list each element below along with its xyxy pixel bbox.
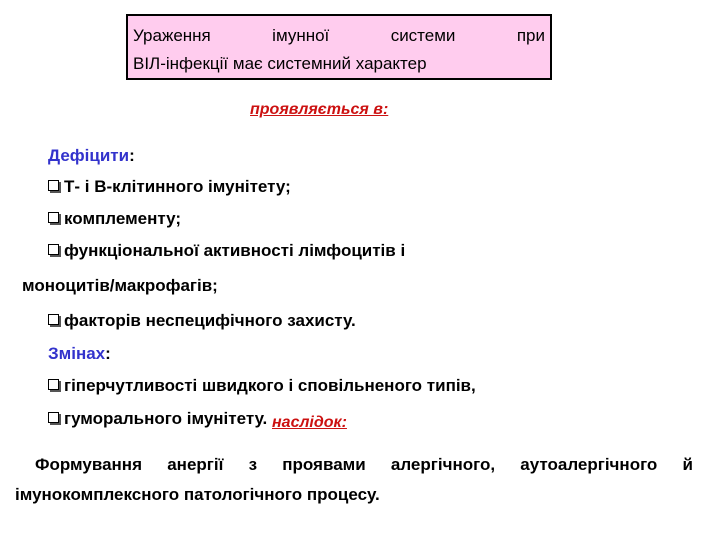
checkbox-bullet-icon [48,379,59,390]
list-item [48,311,356,331]
list-item-text: гуморального імунітету. [64,409,268,428]
changes-heading-line [48,344,111,364]
checkbox-bullet-icon [48,212,59,223]
changes-heading: Змінах [48,344,106,363]
list-item [48,409,267,429]
deficits-heading-line [48,146,135,166]
checkbox-bullet-icon [48,180,59,191]
consequence-heading: наслідок: [272,414,347,431]
checkbox-bullet-icon [48,314,59,325]
conclusion-paragraph: Формування анергії з проявами алергічного, аутоалергічного й імунокомплексного патологічного процесу. [15,455,693,504]
changes-colon: : [105,344,111,363]
list-item [48,177,291,197]
list-item [48,241,405,261]
title-word: Ураження [133,26,211,45]
list-item-text: функціональної активності лімфоцитів і [64,241,406,260]
title-word: при [516,26,545,45]
checkbox-bullet-icon [48,244,59,255]
title-line-2: ВІЛ-інфекції має системний характер [133,54,427,73]
list-item-text: гіперчутливості швидкого і сповільненого типів, [64,376,476,395]
list-item [48,209,181,229]
title-word: системи [390,26,456,45]
title-word: імунної [272,26,330,45]
deficits-heading: Дефіцити [48,146,130,165]
list-item-text: комплементу; [64,209,182,228]
list-item-text: Т- і В-клітинного імунітету; [64,177,291,196]
deficits-colon: : [129,146,135,165]
list-item-text: факторів неспецифічного захисту. [64,311,356,330]
checkbox-bullet-icon [48,412,59,423]
title-line-1 [133,22,545,50]
title-box [126,14,552,80]
list-item-continuation: моноцитів/макрофагів; [22,276,218,295]
manifests-heading: проявляється в: [250,101,389,118]
list-item [48,376,476,396]
